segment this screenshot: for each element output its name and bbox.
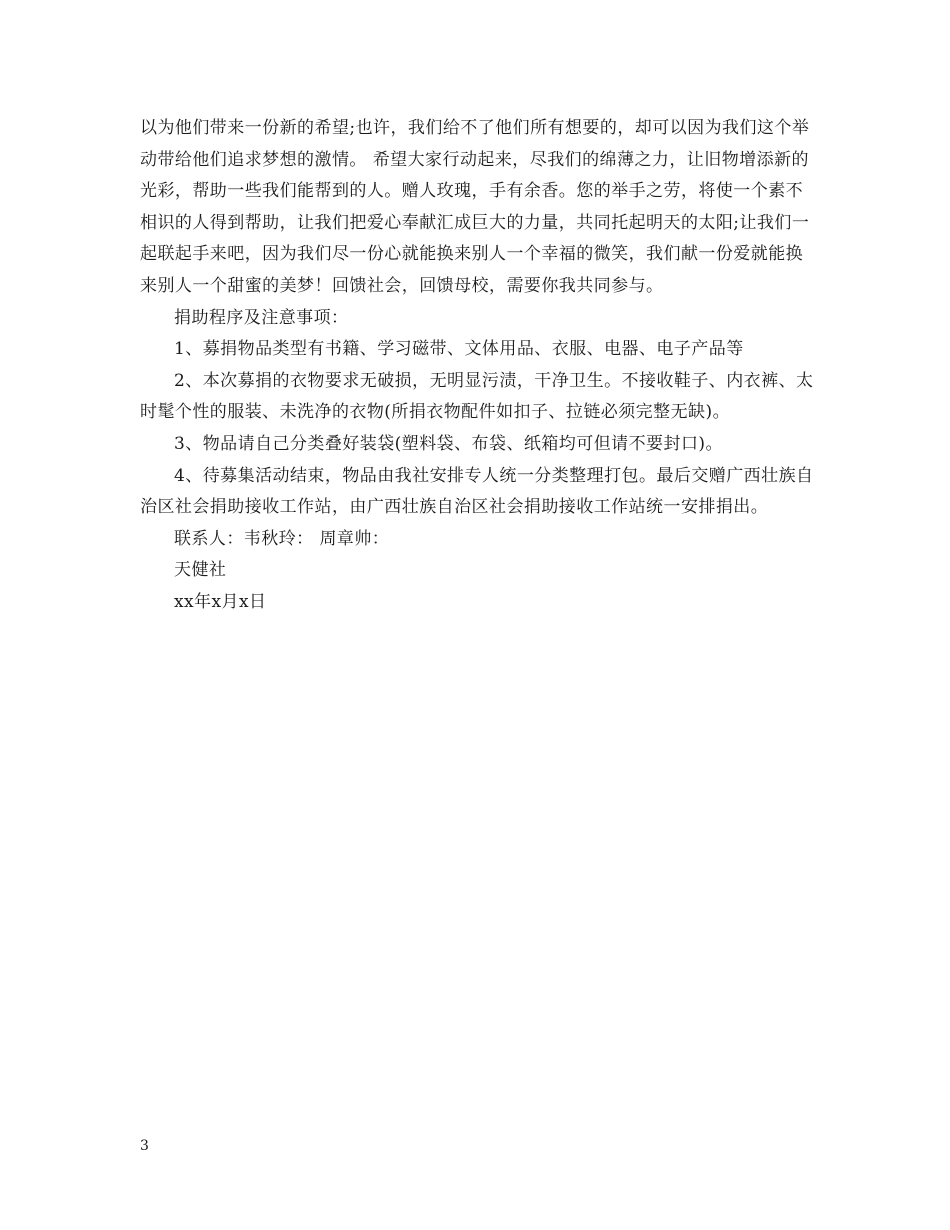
page-number: 3 xyxy=(140,1138,149,1154)
paragraph-procedure-heading: 捐助程序及注意事项： xyxy=(174,307,349,328)
paragraph-item-4: 4、待募集活动结束，物品由我社安排专人统一分类整理打包。最后交赠广西壮族自治区社会捐助接收工作站，由广西壮族自治区社会捐助接收工作站统一安排捐出。 xyxy=(140,465,814,518)
paragraph-date: xx年x月x日 xyxy=(174,591,267,612)
document-body xyxy=(140,113,815,619)
paragraph-item-3: 3、物品请自己分类叠好装袋(塑料袋、布袋、纸箱均可但请不要封口)。 xyxy=(174,433,723,454)
paragraph-signature-org: 天健社 xyxy=(174,560,227,581)
paragraph-item-1: 1、募捐物品类型有书籍、学习磁带、文体用品、衣服、电器、电子产品等 xyxy=(174,339,744,360)
paragraph-contacts: 联系人：韦秋玲： 周章帅： xyxy=(174,528,390,549)
paragraph-item-2: 2、本次募捐的衣物要求无破损，无明显污渍，干净卫生。不接收鞋子、内衣裤、太时髦个性的服装、未洗净的衣物(所捐衣物配件如扣子、拉链必须完整无缺)。 xyxy=(140,370,814,423)
paragraph-appeal: 以为他们带来一份新的希望;也许，我们给不了他们所有想要的，却可以因为我们这个举动带给他们追求梦想的激情。 希望大家行动起来，尽我们的绵薄之力，让旧物增添新的光彩，帮助一些我们能帮到的人。赠人玫瑰，手有余香。您的举手之劳，将使一个素不相识的人得到帮助，让我们把爱心奉献汇成巨大的力量，共同托起明天的太阳;让我们一起联起手来吧，因为我们尽一份心就能换来别人一个幸福的微笑，我们献一份爱就能换来别人一个甜蜜的美梦！回馈社会，回馈母校，需要你我共同参与。 xyxy=(140,118,810,296)
